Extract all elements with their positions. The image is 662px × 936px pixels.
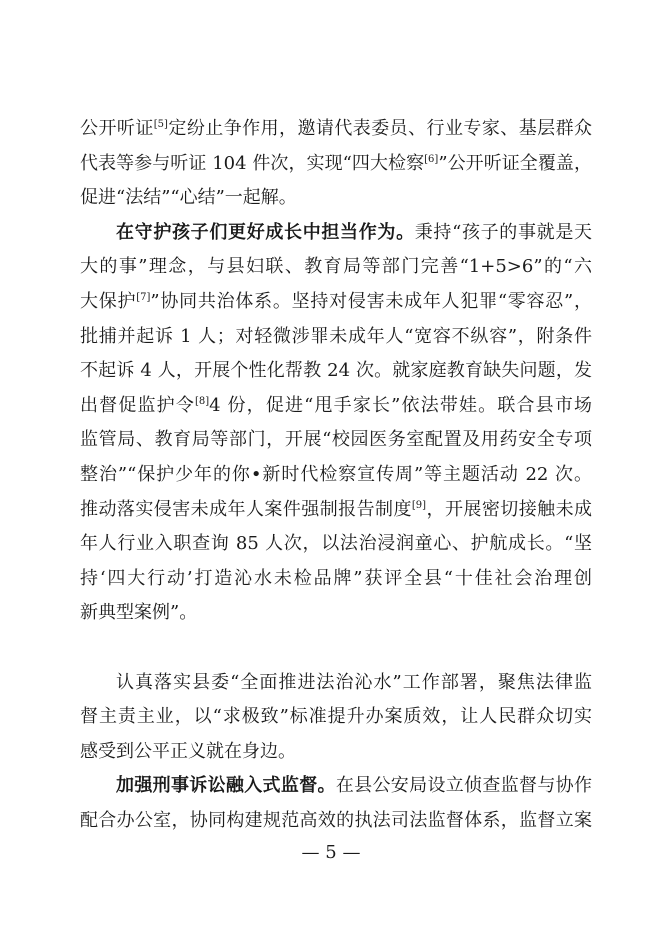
text-line: 感受到公平正义就在身边。 <box>80 740 296 762</box>
footnote-ref: [7] <box>136 291 151 303</box>
text-run: 出督促监护令 <box>80 394 195 416</box>
text-run: 代表等参与听证 104 件次，实现“四大检察 <box>80 152 425 174</box>
paragraph-lead: 加强刑事诉讼融入式监督。 <box>116 775 336 797</box>
page-number: — 5 — <box>301 842 361 863</box>
paragraph-lead: 在守护孩子们更好成长中担当作为。 <box>116 221 415 243</box>
text-line: 批捕并起诉 1 人；对轻微涉罪未成年人“宽容不纵容”，附条件 <box>80 325 592 347</box>
text-line: 配合办公室，协同构建规范高效的执法司法监督体系，监督立案 <box>80 809 592 831</box>
text-line: 年人行业入职查询 85 人次，以法治浸润童心、护航成长。“坚 <box>80 533 592 555</box>
text-line: 监管局、教育局等部门，开展“校园医务室配置及用药安全专项 <box>80 429 592 451</box>
footnote-ref: [6] <box>424 153 439 165</box>
footnote-ref: [5] <box>153 119 168 130</box>
text-line: 督主责主业，以“求极致”标准提升办案质效，让人民群众切实 <box>80 706 592 728</box>
text-line: 不起诉 4 人，开展个性化帮教 24 次。就家庭教育缺失问题，发 <box>80 360 592 382</box>
footnote-ref: [9] <box>411 499 427 511</box>
text-line <box>80 493 592 528</box>
text-run: ，开展密切接触未成 <box>426 498 593 520</box>
text-line: 促进“法结”“心结”一起解。 <box>80 187 297 209</box>
text-line: 认真落实县委“全面推进法治沁水”工作部署，聚焦法律监 <box>116 671 592 693</box>
text-line <box>80 769 592 804</box>
text-line <box>80 147 592 182</box>
text-run: 秉持“孩子的事就是天 <box>414 221 592 243</box>
text-line: 整治”“保护少年的你•新时代检察宣传周”等主题活动 22 次。 <box>80 463 592 485</box>
text-run: 推动落实侵害未成年人案件强制报告制度 <box>80 498 412 520</box>
text-run: 定纷止争作用，邀请代表委员、行业专家、基层群众 <box>167 118 593 139</box>
text-line: 新典型案例”。 <box>80 602 198 624</box>
text-line <box>80 112 592 147</box>
text-run: ”公开听证全覆盖， <box>438 152 592 174</box>
text-run: ”协同共治体系。坚持对侵害未成年人犯罪“零容忍”， <box>150 290 592 312</box>
text-run: 大保护 <box>80 290 137 312</box>
text-run: 在县公安局设立侦查监督与协作 <box>335 775 593 797</box>
text-run: 4 份，促进“甩手家长”依法带娃。联合县市场 <box>209 394 593 416</box>
text-run: 公开听证 <box>80 118 154 139</box>
footnote-ref: [8] <box>194 395 210 407</box>
body-text <box>80 112 592 838</box>
text-line <box>80 285 592 320</box>
text-line: 大的事”理念，与县妇联、教育局等部门完善“1+5>6”的“六 <box>80 256 592 278</box>
section-heading <box>80 631 592 666</box>
text-line: 持‘四大行动’打造沁水未检品牌”获评全县“十佳社会治理创 <box>80 567 592 589</box>
text-line <box>80 389 592 424</box>
text-line <box>80 216 592 251</box>
